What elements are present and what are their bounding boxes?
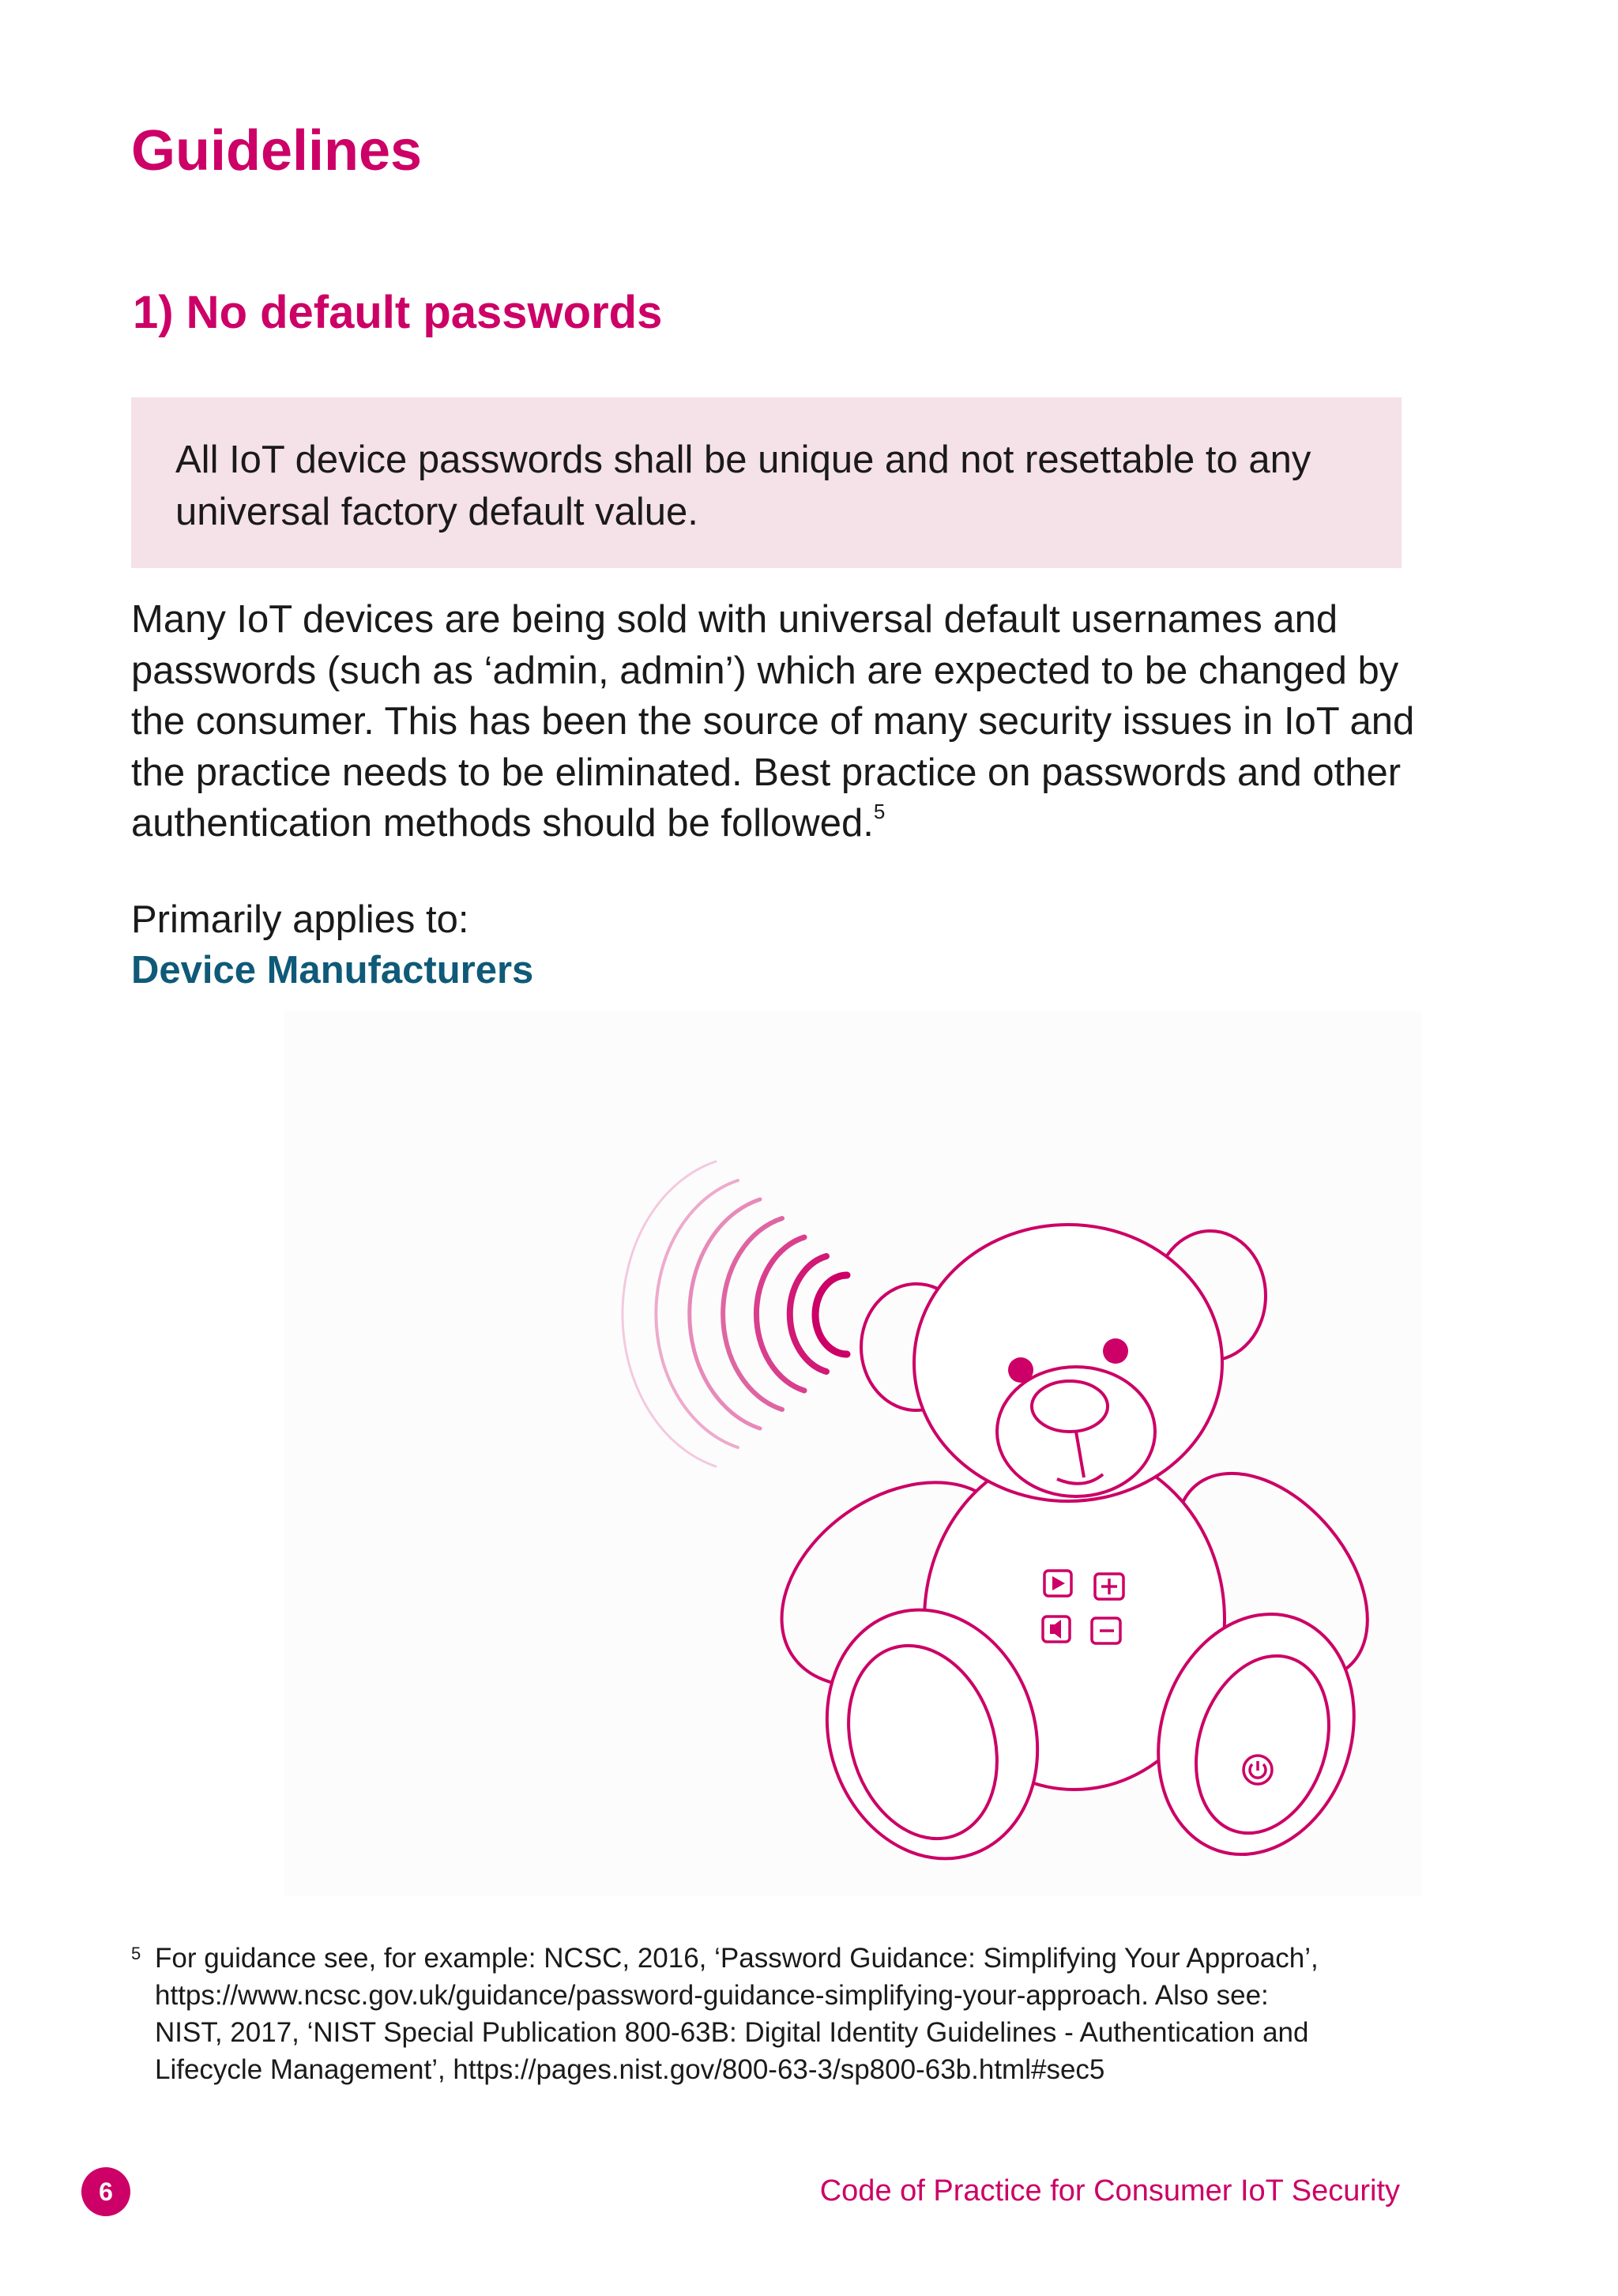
footnote-text <box>155 1940 1319 2088</box>
applies-value: Device Manufacturers <box>131 949 534 992</box>
footnote-line: For guidance see, for example: NCSC, 2016, ‘Password Guidance: Simplifying Your Approach’, <box>155 1943 1319 1974</box>
footnote-line: Lifecycle Management’, https://pages.nist.gov/800-63-3/sp800-63b.html#sec5 <box>155 2054 1105 2085</box>
body-line: the consumer. This has been the source of many security issues in IoT and <box>131 700 1415 743</box>
footer-document-title: Code of Practice for Consumer IoT Security <box>819 2174 1400 2208</box>
body-line: passwords (such as ‘admin, admin’) which are expected to be changed by <box>131 649 1399 692</box>
section-title: 1) No default passwords <box>133 287 663 338</box>
page-heading: Guidelines <box>131 119 423 183</box>
signal-waves-icon <box>623 1161 847 1466</box>
bear-head <box>914 1225 1222 1501</box>
footnote-number: 5 <box>131 1944 141 1963</box>
page-number-badge: 6 <box>81 2167 130 2216</box>
callout-line: universal factory default value. <box>175 491 698 533</box>
body-line: Many IoT devices are being sold with universal default usernames and <box>131 598 1338 641</box>
body-line: the practice needs to be eliminated. Best practice on passwords and other <box>131 751 1402 794</box>
callout-line: All IoT device passwords shall be unique and not resettable to any <box>175 438 1311 481</box>
footnote-line: NIST, 2017, ‘NIST Special Publication 800-63B: Digital Identity Guidelines - Authentication and <box>155 2017 1309 2048</box>
footnote-reference: 5 <box>873 800 886 823</box>
footnote-line: https://www.ncsc.gov.uk/guidance/password-guidance-simplifying-your-approach. Also see: <box>155 1980 1269 2011</box>
bear-right-eye <box>1103 1338 1128 1364</box>
body-line-text: authentication methods should be followed. <box>131 802 874 845</box>
applies-label: Primarily applies to: <box>131 898 469 941</box>
